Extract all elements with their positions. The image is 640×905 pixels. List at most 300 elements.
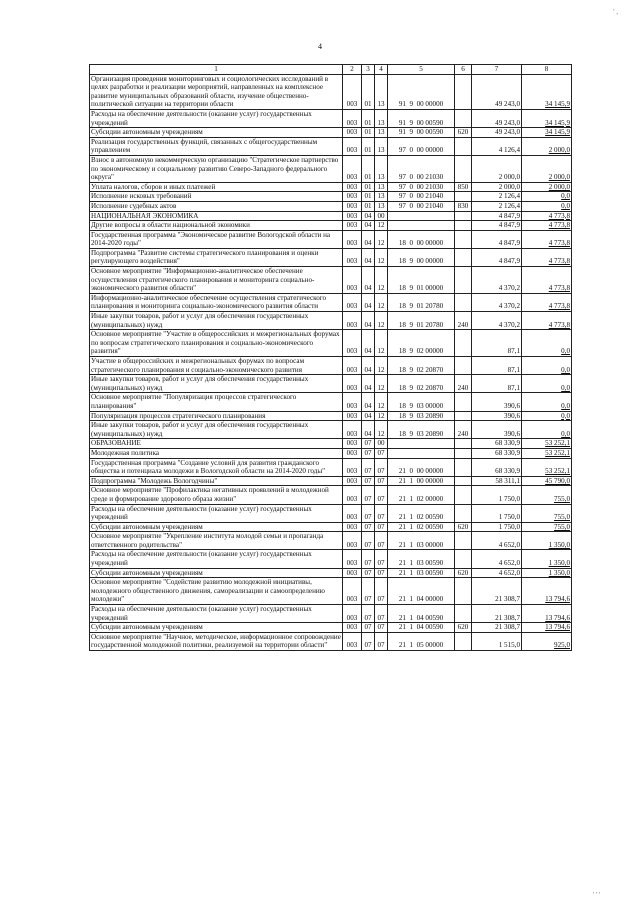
row-code-admin: 003 [343, 421, 362, 439]
row-code-section: 01 [362, 182, 375, 192]
row-code-subsection: 13 [375, 201, 388, 211]
row-code-subsection: 13 [375, 137, 388, 155]
row-code-admin: 003 [343, 393, 362, 411]
table-row [90, 375, 572, 393]
row-code-section: 07 [362, 522, 375, 532]
row-code-subsection: 12 [375, 411, 388, 421]
row-code-admin: 003 [343, 221, 362, 231]
row-name: Государственная программа "Создание условий для развития гражданского общества и потенциала молодежи в Вологодской области на 2014-2020 годы" [90, 458, 343, 476]
row-code-target: 21 1 03 00590 [388, 568, 455, 578]
row-code-section: 07 [362, 532, 375, 550]
row-code-expense [455, 109, 472, 127]
budget-table [89, 64, 572, 651]
row-code-target: 21 1 03 00000 [388, 532, 455, 550]
row-amount-2019: 49 243,0 [472, 109, 522, 127]
header-row [90, 65, 572, 75]
row-code-target: 18 9 01 20780 [388, 312, 455, 330]
row-amount-2020: 0,0 [522, 421, 572, 439]
row-code-expense: 620 [455, 568, 472, 578]
budget-table-body [90, 65, 572, 651]
table-row [90, 393, 572, 411]
row-name: Основное мероприятие "Укрепление института молодой семьи и пропаганда ответственного родительства" [90, 532, 343, 550]
row-code-target: 21 1 02 00590 [388, 504, 455, 522]
table-row [90, 357, 572, 375]
row-code-expense: 240 [455, 375, 472, 393]
row-amount-2020: 1 350,0 [522, 532, 572, 550]
row-name: Молодежная политика [90, 448, 343, 458]
row-name: Популяризация процессов стратегического планирования [90, 411, 343, 421]
row-code-expense: 850 [455, 182, 472, 192]
row-amount-2019: 2 000,0 [472, 182, 522, 192]
row-amount-2020: 4 773,8 [522, 267, 572, 294]
row-code-expense [455, 192, 472, 202]
row-code-subsection: 12 [375, 393, 388, 411]
row-amount-2019: 4 847,9 [472, 248, 522, 266]
row-code-expense [455, 439, 472, 449]
row-amount-2020: 53 252,1 [522, 458, 572, 476]
row-amount-2019: 87,1 [472, 357, 522, 375]
row-amount-2020: 45 790,0 [522, 476, 572, 486]
row-code-subsection: 12 [375, 221, 388, 231]
row-amount-2020: 1 350,0 [522, 550, 572, 568]
row-code-expense [455, 486, 472, 504]
table-row [90, 267, 572, 294]
footer-mark: ' ' ' [592, 891, 600, 899]
row-amount-2019: 4 370,2 [472, 267, 522, 294]
row-name: Взнос в автономную некоммерческую организацию "Стратегическое партнерство по экономическому и социальному развитию Северо-Западного федерального округа" [90, 155, 343, 182]
table-row [90, 155, 572, 182]
row-name: Реализация государственных функций, связанных с общегосударственным управлением [90, 137, 343, 155]
row-code-section: 04 [362, 293, 375, 311]
row-amount-2020: 0,0 [522, 357, 572, 375]
row-code-target: 21 1 04 00000 [388, 578, 455, 605]
row-name: Расходы на обеспечение деятельности (оказание услуг) государственных учреждений [90, 550, 343, 568]
row-code-subsection: 07 [375, 504, 388, 522]
row-code-section: 01 [362, 109, 375, 127]
row-code-admin: 003 [343, 550, 362, 568]
row-code-target: 18 9 02 20870 [388, 357, 455, 375]
row-code-section: 04 [362, 330, 375, 357]
row-name: Субсидии автономным учреждениям [90, 623, 343, 633]
row-code-section: 04 [362, 267, 375, 294]
table-row [90, 221, 572, 231]
row-code-target: 18 9 01 20780 [388, 293, 455, 311]
row-code-expense [455, 448, 472, 458]
row-code-section: 04 [362, 230, 375, 248]
row-code-admin: 003 [343, 375, 362, 393]
row-code-subsection: 07 [375, 532, 388, 550]
row-code-section: 04 [362, 357, 375, 375]
table-row [90, 578, 572, 605]
row-name: Основное мероприятие "Участие в общероссийских и межрегиональных форумах по вопросам стратегического планирования и социально-экономического развития" [90, 330, 343, 357]
row-code-expense: 240 [455, 421, 472, 439]
corner-mark: ' , [613, 8, 618, 16]
row-code-target [388, 221, 455, 231]
column-header: 5 [388, 65, 455, 75]
row-amount-2020: 925,0 [522, 632, 572, 650]
row-name: Уплата налогов, сборов и иных платежей [90, 182, 343, 192]
column-header: 3 [362, 65, 375, 75]
table-row [90, 458, 572, 476]
row-name: Расходы на обеспечение деятельности (оказание услуг) государственных учреждений [90, 109, 343, 127]
row-code-target: 97 0 00 21030 [388, 155, 455, 182]
table-row [90, 330, 572, 357]
table-row [90, 448, 572, 458]
column-header: 4 [375, 65, 388, 75]
table-row [90, 550, 572, 568]
row-amount-2019: 2 126,4 [472, 192, 522, 202]
row-amount-2020: 1 350,0 [522, 568, 572, 578]
row-code-subsection: 00 [375, 211, 388, 221]
row-amount-2019: 21 308,7 [472, 623, 522, 633]
column-header: 7 [472, 65, 522, 75]
table-row [90, 312, 572, 330]
row-name: Расходы на обеспечение деятельности (оказание услуг) государственных учреждений [90, 504, 343, 522]
row-code-expense: 620 [455, 128, 472, 138]
row-code-target: 21 0 00 00000 [388, 458, 455, 476]
table-row [90, 623, 572, 633]
row-amount-2020: 34 145,9 [522, 74, 572, 109]
table-row [90, 522, 572, 532]
row-code-admin: 003 [343, 201, 362, 211]
row-code-subsection: 00 [375, 439, 388, 449]
table-row [90, 476, 572, 486]
row-code-expense [455, 458, 472, 476]
row-code-section: 07 [362, 476, 375, 486]
row-code-expense [455, 137, 472, 155]
row-code-expense [455, 411, 472, 421]
row-name: Иные закупки товаров, работ и услуг для обеспечения государственных (муниципальных) нужд [90, 421, 343, 439]
row-code-expense [455, 357, 472, 375]
row-code-target: 21 1 04 00590 [388, 605, 455, 623]
row-code-target: 97 0 00 21040 [388, 192, 455, 202]
row-code-section: 04 [362, 411, 375, 421]
row-code-target: 21 1 02 00000 [388, 486, 455, 504]
row-code-subsection: 07 [375, 476, 388, 486]
row-code-subsection: 07 [375, 522, 388, 532]
row-amount-2019: 21 308,7 [472, 605, 522, 623]
row-amount-2019: 21 308,7 [472, 578, 522, 605]
row-code-expense [455, 550, 472, 568]
row-code-target: 18 9 00 00000 [388, 248, 455, 266]
row-code-expense [455, 248, 472, 266]
row-amount-2019: 1 750,0 [472, 504, 522, 522]
row-code-target: 97 0 00 21030 [388, 182, 455, 192]
row-amount-2020: 13 794,6 [522, 578, 572, 605]
row-code-section: 04 [362, 221, 375, 231]
row-code-expense [455, 74, 472, 109]
row-code-admin: 003 [343, 623, 362, 633]
row-amount-2019: 1 750,0 [472, 522, 522, 532]
row-code-expense [455, 267, 472, 294]
row-amount-2020: 4 773,8 [522, 230, 572, 248]
row-code-admin: 003 [343, 522, 362, 532]
row-code-target: 91 9 00 00590 [388, 109, 455, 127]
column-header: 1 [90, 65, 343, 75]
row-code-admin: 003 [343, 357, 362, 375]
row-code-expense [455, 605, 472, 623]
row-code-admin: 003 [343, 568, 362, 578]
row-code-expense [455, 504, 472, 522]
row-code-expense [455, 532, 472, 550]
row-code-subsection: 12 [375, 248, 388, 266]
row-code-target [388, 211, 455, 221]
row-code-expense [455, 211, 472, 221]
row-code-admin: 003 [343, 330, 362, 357]
row-code-expense: 830 [455, 201, 472, 211]
row-code-section: 01 [362, 74, 375, 109]
row-code-section: 04 [362, 248, 375, 266]
row-amount-2019: 4 652,0 [472, 532, 522, 550]
row-code-subsection: 13 [375, 182, 388, 192]
column-header: 2 [343, 65, 362, 75]
row-code-section: 07 [362, 605, 375, 623]
row-code-admin: 003 [343, 211, 362, 221]
row-amount-2019: 390,6 [472, 393, 522, 411]
row-code-expense [455, 293, 472, 311]
row-name: ОБРАЗОВАНИЕ [90, 439, 343, 449]
row-code-expense [455, 578, 472, 605]
table-row [90, 439, 572, 449]
row-code-subsection: 13 [375, 192, 388, 202]
row-amount-2020: 0,0 [522, 192, 572, 202]
row-name: Другие вопросы в области национальной экономики [90, 221, 343, 231]
row-amount-2020: 0,0 [522, 201, 572, 211]
row-code-admin: 003 [343, 458, 362, 476]
row-code-section: 07 [362, 504, 375, 522]
row-code-subsection: 12 [375, 267, 388, 294]
row-code-section: 07 [362, 439, 375, 449]
row-code-target: 18 9 01 00000 [388, 267, 455, 294]
row-code-target: 21 1 04 00590 [388, 623, 455, 633]
table-row [90, 605, 572, 623]
row-amount-2020: 0,0 [522, 393, 572, 411]
row-code-target: 97 0 00 00000 [388, 137, 455, 155]
row-amount-2019: 4 847,9 [472, 230, 522, 248]
table-row [90, 109, 572, 127]
row-code-subsection: 07 [375, 550, 388, 568]
row-code-admin: 003 [343, 74, 362, 109]
row-code-subsection: 07 [375, 623, 388, 633]
row-code-subsection: 13 [375, 155, 388, 182]
row-name: НАЦИОНАЛЬНАЯ ЭКОНОМИКА [90, 211, 343, 221]
row-code-subsection: 13 [375, 109, 388, 127]
table-row [90, 248, 572, 266]
row-code-admin: 003 [343, 632, 362, 650]
row-code-subsection: 12 [375, 293, 388, 311]
row-code-subsection: 12 [375, 312, 388, 330]
row-name: Организация проведения мониторинговых и социологических исследований в целях разработки и реализации мероприятий, направленных на комплексное развитие муниципальных образований области, изучение общественно-политической ситуации на территории области [90, 74, 343, 109]
table-row [90, 504, 572, 522]
row-name: Субсидии автономным учреждениям [90, 568, 343, 578]
row-amount-2020: 2 000,0 [522, 137, 572, 155]
row-amount-2019: 4 652,0 [472, 568, 522, 578]
row-code-section: 07 [362, 568, 375, 578]
row-amount-2020: 755,0 [522, 486, 572, 504]
row-code-admin: 003 [343, 312, 362, 330]
row-amount-2019: 58 311,1 [472, 476, 522, 486]
row-code-subsection: 07 [375, 605, 388, 623]
row-amount-2019: 68 330,9 [472, 458, 522, 476]
row-code-section: 07 [362, 632, 375, 650]
row-code-section: 04 [362, 375, 375, 393]
row-code-section: 04 [362, 393, 375, 411]
row-code-expense: 620 [455, 522, 472, 532]
row-code-subsection: 07 [375, 448, 388, 458]
row-code-section: 01 [362, 137, 375, 155]
row-code-admin: 003 [343, 504, 362, 522]
row-code-subsection: 07 [375, 578, 388, 605]
row-code-expense [455, 393, 472, 411]
row-code-admin: 003 [343, 267, 362, 294]
table-row [90, 74, 572, 109]
row-amount-2020: 4 773,8 [522, 293, 572, 311]
row-amount-2020: 0,0 [522, 411, 572, 421]
row-code-section: 01 [362, 155, 375, 182]
row-code-subsection: 13 [375, 128, 388, 138]
row-code-target: 21 1 03 00590 [388, 550, 455, 568]
row-code-admin: 003 [343, 476, 362, 486]
row-amount-2019: 68 330,9 [472, 448, 522, 458]
row-code-section: 07 [362, 486, 375, 504]
row-code-subsection: 07 [375, 486, 388, 504]
row-code-section: 01 [362, 192, 375, 202]
column-header: 8 [522, 65, 572, 75]
row-code-target: 21 1 00 00000 [388, 476, 455, 486]
row-code-section: 07 [362, 578, 375, 605]
table-row [90, 568, 572, 578]
row-name: Участие в общероссийских и межрегиональных форумах по вопросам стратегического планирования и социально-экономического развития [90, 357, 343, 375]
row-code-section: 04 [362, 211, 375, 221]
table-row [90, 486, 572, 504]
row-name: Субсидии автономным учреждениям [90, 522, 343, 532]
row-code-expense: 620 [455, 623, 472, 633]
column-header: 6 [455, 65, 472, 75]
row-amount-2019: 1 750,0 [472, 486, 522, 504]
row-name: Информационно-аналитическое обеспечение осуществления стратегического планирования и мониторинга социально-экономического развития области [90, 293, 343, 311]
row-code-subsection: 12 [375, 421, 388, 439]
table-row [90, 182, 572, 192]
row-amount-2019: 49 243,0 [472, 74, 522, 109]
row-code-target: 18 0 00 00000 [388, 230, 455, 248]
row-code-section: 04 [362, 421, 375, 439]
row-code-admin: 003 [343, 248, 362, 266]
row-name: Исполнение исковых требований [90, 192, 343, 202]
row-name: Основное мероприятие "Популяризация процессов стратегического планирования" [90, 393, 343, 411]
row-code-subsection: 07 [375, 632, 388, 650]
row-amount-2019: 4 370,2 [472, 293, 522, 311]
row-name: Подпрограмма "Развитие системы стратегического планирования и оценки регулирующего воздействия" [90, 248, 343, 266]
row-code-target: 91 9 00 00590 [388, 128, 455, 138]
row-code-target: 18 9 02 00000 [388, 330, 455, 357]
row-amount-2020: 4 773,8 [522, 312, 572, 330]
table-row [90, 421, 572, 439]
row-name: Основное мероприятие "Научное, методическое, информационное сопровождение государственной молодежной политики, реализуемой на территории области" [91, 632, 341, 650]
row-name: Иные закупки товаров, работ и услуг для обеспечения государственных (муниципальных) нужд [90, 375, 343, 393]
row-amount-2020: 755,0 [522, 522, 572, 532]
row-code-section: 07 [362, 550, 375, 568]
row-code-target: 18 9 02 20870 [388, 375, 455, 393]
row-amount-2019: 390,6 [472, 421, 522, 439]
row-code-target: 18 9 03 20890 [388, 421, 455, 439]
table-row [90, 532, 572, 550]
row-amount-2019: 87,1 [472, 375, 522, 393]
table-row [90, 137, 572, 155]
row-amount-2019: 4 847,9 [472, 211, 522, 221]
row-name: Субсидии автономным учреждениям [90, 128, 343, 138]
row-code-subsection: 13 [375, 74, 388, 109]
row-code-section: 01 [362, 128, 375, 138]
row-code-target: 97 0 00 21040 [388, 201, 455, 211]
row-amount-2019: 2 126,4 [472, 201, 522, 211]
row-code-section: 04 [362, 312, 375, 330]
row-amount-2020: 0,0 [522, 330, 572, 357]
row-name: Исполнение судебных актов [90, 201, 343, 211]
row-amount-2019: 4 126,4 [472, 137, 522, 155]
row-code-target: 18 9 03 20890 [388, 411, 455, 421]
row-code-target [388, 439, 455, 449]
row-code-target: 21 1 02 00590 [388, 522, 455, 532]
row-amount-2019: 4 652,0 [472, 550, 522, 568]
row-amount-2019: 49 243,0 [472, 128, 522, 138]
table-row [90, 192, 572, 202]
row-amount-2020: 34 145,9 [522, 109, 572, 127]
row-amount-2020: 755,0 [522, 504, 572, 522]
page-number: 4 [318, 42, 322, 51]
row-amount-2019: 4 847,9 [472, 221, 522, 231]
row-code-target: 91 9 00 00000 [388, 74, 455, 109]
row-name: Подпрограмма "Молодежь Вологодчины" [90, 476, 343, 486]
row-amount-2019: 390,6 [472, 411, 522, 421]
table-row [90, 230, 572, 248]
table-row [90, 293, 572, 311]
row-code-subsection: 12 [375, 230, 388, 248]
row-name: Основное мероприятие "Информационно-аналитическое обеспечение осуществления стратегического планирования и мониторинга социально-экономического развития области" [90, 267, 343, 294]
row-code-expense [455, 632, 472, 650]
row-amount-2020: 4 773,8 [522, 221, 572, 231]
row-code-admin: 003 [343, 448, 362, 458]
row-code-admin: 003 [343, 109, 362, 127]
row-amount-2020: 0,0 [522, 375, 572, 393]
row-code-admin: 003 [343, 128, 362, 138]
row-name: Основное мероприятие "Профилактика негативных проявлений в молодежной среде и формирование здорового образа жизни" [90, 486, 343, 504]
row-amount-2019: 68 330,9 [472, 439, 522, 449]
row-code-admin: 003 [343, 293, 362, 311]
row-name: Иные закупки товаров, работ и услуг для обеспечения государственных (муниципальных) нужд [90, 312, 343, 330]
row-code-target: 21 1 05 00000 [388, 632, 455, 650]
row-amount-2019: 87,1 [472, 330, 522, 357]
row-code-expense [455, 155, 472, 182]
row-code-admin: 003 [343, 230, 362, 248]
row-amount-2020: 53 252,1 [522, 448, 572, 458]
row-code-admin: 003 [343, 192, 362, 202]
table-row [90, 411, 572, 421]
row-code-admin: 003 [343, 439, 362, 449]
row-name: Основное мероприятие "Содействие развитию молодежной инициативы, молодежного общественного движения, самореализации и самоопределению молодежи" [90, 578, 343, 605]
row-name: Государственная программа "Экономическое развитие Вологодской области на 2014-2020 годы" [90, 230, 343, 248]
row-amount-2020: 4 773,8 [522, 248, 572, 266]
row-amount-2020: 2 000,0 [522, 155, 572, 182]
row-code-subsection: 12 [375, 330, 388, 357]
row-code-admin: 003 [343, 605, 362, 623]
row-amount-2020: 13 794,6 [522, 605, 572, 623]
row-code-section: 07 [362, 623, 375, 633]
row-code-subsection: 07 [375, 568, 388, 578]
row-code-target [388, 448, 455, 458]
row-code-section: 01 [362, 201, 375, 211]
row-amount-2020: 13 794,6 [522, 623, 572, 633]
table-row [90, 201, 572, 211]
